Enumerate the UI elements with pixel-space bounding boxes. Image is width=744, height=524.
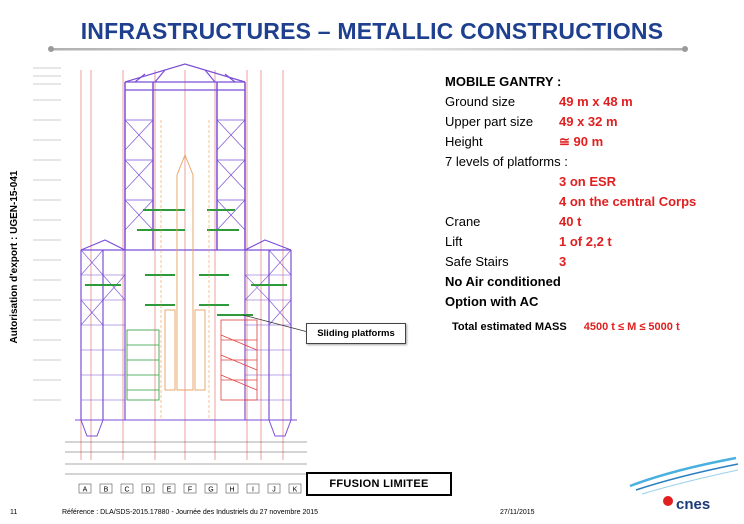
spec-value: 49 x 32 m — [559, 114, 618, 129]
spec-label: Lift — [445, 234, 463, 249]
spec-value: 3 — [559, 254, 567, 269]
diffusion-stamp: FFUSION LIMITEE — [306, 472, 452, 496]
column-letter: A — [82, 486, 88, 494]
gantry-drawing — [25, 60, 325, 500]
spec-row — [445, 232, 735, 252]
footer-date: 27/11/2015 — [500, 509, 535, 516]
spec-label: Upper part size — [445, 114, 534, 129]
slide-title: INFRASTRUCTURES – METALLIC CONSTRUCTIONS — [80, 18, 664, 44]
spec-value: 1 of 2,2 t — [559, 234, 612, 249]
spec-label: Height — [445, 134, 483, 149]
specs-heading: MOBILE GANTRY : — [445, 74, 562, 89]
reference-text: Référence : DLA/SDS-2015.17880 - Journée des Industriels du 27 novembre 2015 — [62, 509, 319, 516]
column-letters — [79, 484, 301, 494]
mass-line — [452, 321, 680, 333]
title-underline — [48, 46, 688, 52]
specs-panel — [445, 72, 735, 312]
spec-value: ≅ 90 m — [559, 134, 604, 149]
column-letter: D — [145, 486, 151, 494]
page-number: 11 — [10, 509, 18, 516]
levels-value: 3 on ESR — [559, 174, 617, 189]
column-letter: E — [166, 486, 172, 494]
mass-label: Total estimated MASS — [452, 321, 567, 333]
spec-row — [445, 252, 735, 272]
spec-value: 49 m x 48 m — [559, 94, 633, 109]
export-authorization-label: Autorisation d'export : UGEN-15-041 — [9, 170, 20, 344]
column-letter: I — [252, 486, 254, 494]
mass-value: 4500 t ≤ M ≤ 5000 t — [583, 321, 680, 333]
column-letter: B — [103, 486, 109, 494]
spec-label: Safe Stairs — [445, 254, 509, 269]
column-letter: K — [292, 486, 298, 494]
spec-row — [445, 92, 735, 112]
column-letter: C — [124, 486, 130, 494]
column-letter: G — [208, 486, 214, 494]
spec-label: Ground size — [445, 94, 516, 109]
spec-value: 40 t — [559, 214, 582, 229]
note-line: No Air conditioned — [445, 274, 561, 289]
levels-label: 7 levels of platforms : — [445, 154, 568, 169]
cnes-logo-text: cnes — [676, 496, 711, 513]
note-line: Option with AC — [445, 294, 539, 309]
column-letter: F — [187, 486, 193, 494]
sliding-platforms-callout: Sliding platforms — [306, 323, 406, 344]
spec-row — [445, 132, 735, 152]
column-letter: H — [229, 486, 235, 494]
column-letter: J — [272, 486, 276, 494]
spec-label: Crane — [445, 214, 481, 229]
spec-row — [445, 112, 735, 132]
levels-value: 4 on the central Corps — [559, 194, 697, 209]
spec-row — [445, 212, 735, 232]
